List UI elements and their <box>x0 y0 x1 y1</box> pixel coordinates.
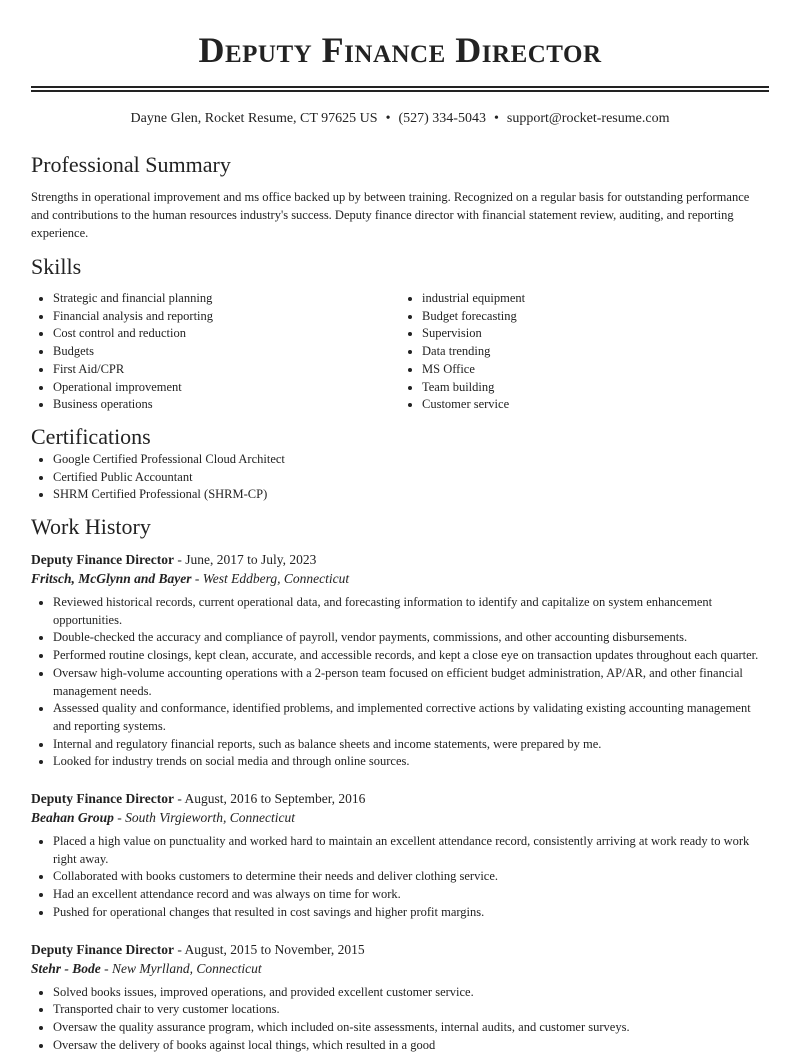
job-duties-list <box>31 833 769 922</box>
company-name: Fritsch, McGlynn and Bayer <box>31 571 192 587</box>
job-title: Deputy Finance Director <box>31 552 174 568</box>
list-item: • Business operations <box>53 396 400 414</box>
list-item: • industrial equipment <box>422 290 769 308</box>
list-item: • Oversaw high-volume accounting operations with a 2-person team focused on efficient budget administration, AP/AR, and other financial management needs. <box>53 665 769 700</box>
list-item: • Certified Public Accountant <box>53 469 769 487</box>
company-location: - New Myrlland, Connecticut <box>100 960 262 976</box>
contact-separator: • <box>385 111 391 126</box>
list-item: • Strategic and financial planning <box>53 290 400 308</box>
list-item: • Internal and regulatory financial reports, such as balance sheets and income statements, were prepared by me. <box>53 736 769 754</box>
job-dates: - August, 2016 to September, 2016 <box>173 791 366 807</box>
list-item: • Placed a high value on punctuality and worked hard to maintain an excellent attendance record, consistently arriving at work ready to work right away. <box>53 833 769 868</box>
skills-heading: Skills <box>31 254 82 279</box>
certifications-heading: Certifications <box>31 423 151 449</box>
skills-column-right <box>400 290 769 414</box>
company-location: - South Virgieworth, Connecticut <box>113 810 296 826</box>
job-title-line <box>31 550 769 569</box>
job-title-line <box>31 789 769 808</box>
list-item: • Reviewed historical records, current operational data, and forecasting information to identify and capitalize on system enhancement opportunities. <box>53 594 769 629</box>
list-item: • Google Certified Professional Cloud Architect <box>53 451 769 469</box>
job-title: Deputy Finance Director <box>31 941 174 957</box>
company-line <box>31 808 769 827</box>
list-item: • Assessed quality and conformance, identified problems, and implemented corrective actions by validating existing accounting management and reporting systems. <box>53 700 769 735</box>
company-line <box>31 959 769 978</box>
list-item: • Budget forecasting <box>422 308 769 326</box>
list-item: • Pushed for operational changes that resulted in cost savings and higher profit margins. <box>53 904 769 922</box>
job-entry <box>31 789 769 922</box>
contact-address: Dayne Glen, Rocket Resume, CT 97625 US <box>130 111 378 126</box>
work-history-heading: Work History <box>31 514 151 540</box>
list-item: • Collaborated with books customers to determine their needs and deliver clothing service. <box>53 868 769 886</box>
company-location: - West Eddberg, Connecticut <box>191 571 350 587</box>
job-entry <box>31 550 769 771</box>
title-divider <box>31 86 769 92</box>
list-item: • Oversaw the quality assurance program, which included on-site assessments, internal audits, and customer surveys. <box>53 1019 769 1037</box>
list-item: • Financial analysis and reporting <box>53 308 400 326</box>
job-dates: - June, 2017 to July, 2023 <box>173 552 317 568</box>
job-title-line <box>31 940 769 959</box>
list-item: • Looked for industry trends on social media and through online sources. <box>53 753 769 771</box>
job-duties-list <box>31 984 769 1054</box>
list-item: • Supervision <box>422 325 769 343</box>
list-item: • Performed routine closings, kept clean, accurate, and accessible records, and kept a close eye on transaction updates throughout each quarter. <box>53 647 769 665</box>
job-entry <box>31 940 769 1054</box>
list-item: • Operational improvement <box>53 379 400 397</box>
company-name: Stehr - Bode <box>31 960 101 976</box>
contact-phone: (527) 334-5043 <box>398 111 486 126</box>
list-item: • Transported chair to very customer locations. <box>53 1001 769 1019</box>
list-item: • Had an excellent attendance record and was always on time for work. <box>53 886 769 904</box>
skills-list <box>31 290 769 414</box>
skills-column-left <box>31 290 400 414</box>
summary-text: Strengths in operational improvement and ms office backed up by between training. Recognized on a regular basis for outstanding performance and contributions to the human resources industry's success. Deputy finance director with financial statement review, auditing, and reporting experience. <box>31 190 750 240</box>
company-name: Beahan Group <box>31 810 114 826</box>
list-item: • Data trending <box>422 343 769 361</box>
list-item: • Double-checked the accuracy and compliance of payroll, vendor payments, commissions, and other accounting disbursements. <box>53 629 769 647</box>
contact-email: support@rocket-resume.com <box>506 111 670 126</box>
company-line <box>31 569 769 588</box>
list-item: • SHRM Certified Professional (SHRM-CP) <box>53 486 769 504</box>
job-title: Deputy Finance Director <box>31 791 174 807</box>
list-item: • Customer service <box>422 396 769 414</box>
list-item: • Cost control and reduction <box>53 325 400 343</box>
list-item: • MS Office <box>422 361 769 379</box>
page-title: Deputy Finance Director <box>198 30 602 70</box>
summary-heading: Professional Summary <box>31 152 231 177</box>
list-item: • Solved books issues, improved operations, and provided excellent customer service. <box>53 984 769 1002</box>
certifications-list <box>31 451 769 504</box>
list-item: • Oversaw the delivery of books against local things, which resulted in a good <box>53 1037 769 1054</box>
list-item: • First Aid/CPR <box>53 361 400 379</box>
list-item: • Team building <box>422 379 769 397</box>
job-dates: - August, 2015 to November, 2015 <box>173 941 365 957</box>
contact-line <box>31 109 769 129</box>
contact-separator: • <box>493 111 499 126</box>
list-item: • Budgets <box>53 343 400 361</box>
job-duties-list <box>31 594 769 771</box>
